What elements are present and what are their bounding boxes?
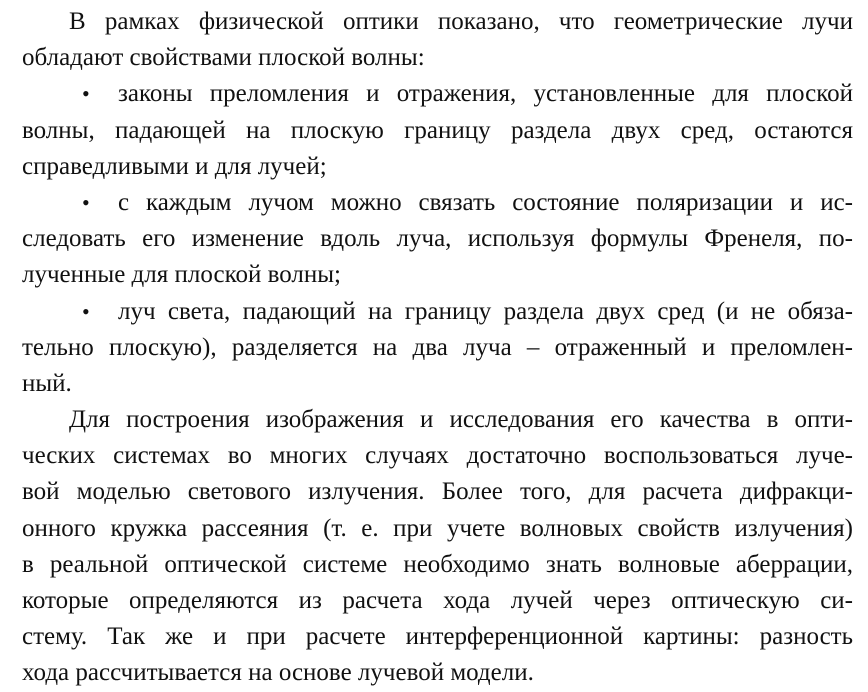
list-item (22, 76, 853, 185)
list-item (22, 185, 853, 294)
text-line: вой моделью светового излучения. Более того, для расчета дифракци- (22, 478, 853, 506)
text-line: стему. Так же и при расчете интерференционной картины: разность (22, 623, 853, 651)
text-line: в реальной оптической системе необходимо знать волновые аберрации, (22, 550, 853, 578)
text-line: волны, падающей на плоскую границу раздела двух сред, остаются (22, 116, 853, 144)
text-line: лученные для плоской волны; (22, 261, 341, 289)
list-item (22, 294, 853, 403)
text-line (22, 76, 853, 112)
text-line: ный. (22, 369, 72, 397)
bullet-list (22, 76, 853, 402)
text-line: В рамках физической оптики показано, что геометрические лучи (69, 8, 853, 35)
document-page (22, 4, 853, 692)
text-line: тельно плоскую), разделяется на два луча – отраженный и преломлен- (22, 333, 853, 361)
text-line: следовать его изменение вдоль луча, используя формулы Френеля, по- (22, 225, 853, 253)
text-line: онного кружка рассеяния (т. е. при учете волновых свойств излучения) (22, 514, 853, 542)
text-line: обладают свойствами плоской волны: (22, 44, 425, 72)
text-line: ческих системах во многих случаях достаточно воспользоваться луче- (22, 442, 853, 470)
text-line: которые определяются из расчета хода лучей через оптическую си- (22, 587, 853, 614)
text-line: Для построения изображения и исследования его качества в опти- (69, 406, 853, 434)
text-line (22, 185, 853, 221)
list-item-text: законы преломления и отражения, установленные для плоской (118, 80, 853, 108)
text-line: хода рассчитывается на основе лучевой модели. (22, 659, 534, 687)
list-item-text: луч света, падающий на границу раздела двух сред (и не обяза- (118, 297, 853, 325)
final-paragraph (22, 402, 853, 692)
list-item-text: с каждым лучом можно связать состояние поляризации и ис- (118, 188, 853, 216)
text-line (22, 294, 853, 330)
intro-paragraph (22, 4, 853, 76)
bullet-marker: • (82, 81, 90, 107)
text-line: справедливыми и для лучей; (22, 152, 327, 180)
bullet-marker: • (82, 189, 90, 215)
bullet-marker: • (82, 298, 90, 324)
